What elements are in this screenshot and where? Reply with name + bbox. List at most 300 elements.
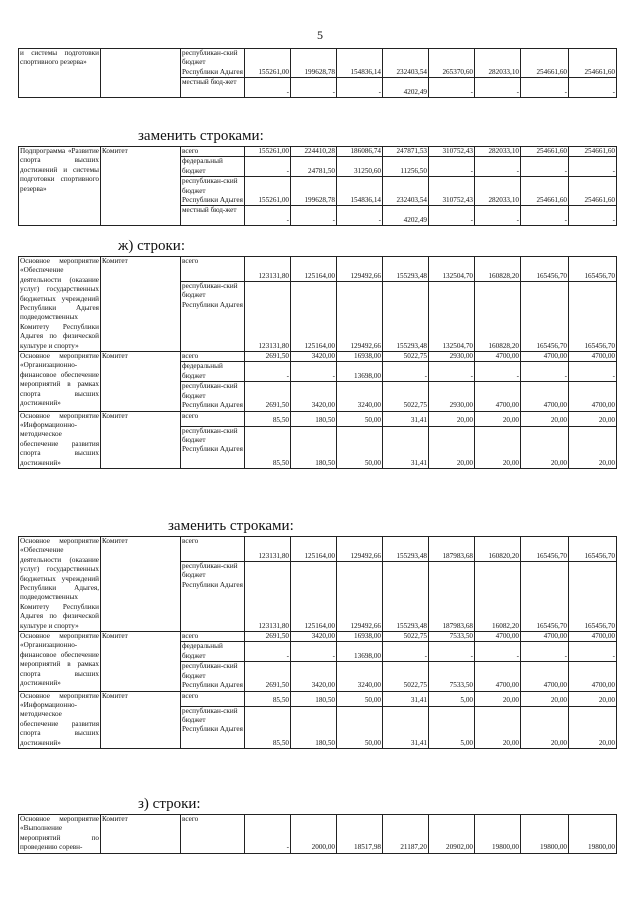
value-cell bbox=[429, 426, 475, 468]
value-cell bbox=[521, 411, 569, 426]
amount-value: 160828,20 bbox=[488, 341, 519, 350]
value-cell bbox=[429, 642, 475, 662]
funding-source-cell: местный бюд-жет bbox=[181, 206, 245, 226]
amount-value: 310752,43 bbox=[442, 147, 473, 155]
amount-value: 5022,75 bbox=[403, 681, 427, 690]
value-cell bbox=[475, 632, 521, 642]
value-cell bbox=[569, 815, 617, 854]
value-cell bbox=[383, 157, 429, 177]
value-cell bbox=[429, 206, 475, 226]
value-cell bbox=[521, 147, 569, 157]
amount-value: 155261,00 bbox=[258, 196, 289, 205]
value-cell bbox=[383, 362, 429, 382]
table-row bbox=[19, 352, 617, 362]
value-cell bbox=[475, 206, 521, 226]
amount-value: 180,50 bbox=[315, 416, 335, 425]
value-cell bbox=[337, 78, 383, 98]
value-cell bbox=[475, 662, 521, 691]
amount-value: 4700,00 bbox=[591, 681, 615, 690]
value-cell bbox=[521, 815, 569, 854]
amount-value: - bbox=[332, 371, 335, 380]
value-cell bbox=[337, 561, 383, 631]
value-cell bbox=[475, 426, 521, 468]
budget-table bbox=[18, 48, 617, 98]
value-cell bbox=[569, 147, 617, 157]
value-cell bbox=[337, 691, 383, 706]
amount-value: 155293,48 bbox=[396, 551, 427, 560]
value-cell bbox=[245, 706, 291, 748]
value-cell bbox=[521, 257, 569, 282]
amount-value: 5022,75 bbox=[403, 401, 427, 410]
amount-value: 50,00 bbox=[364, 696, 381, 705]
value-cell bbox=[429, 362, 475, 382]
value-cell bbox=[429, 257, 475, 282]
value-cell bbox=[291, 49, 337, 78]
value-cell bbox=[521, 561, 569, 631]
amount-value: - bbox=[564, 371, 567, 380]
amount-value: 4700,00 bbox=[591, 401, 615, 410]
value-cell bbox=[291, 352, 337, 362]
value-cell bbox=[245, 352, 291, 362]
funding-source-cell: всего bbox=[181, 632, 245, 642]
amount-value: 4700,00 bbox=[495, 401, 519, 410]
amount-value: 2930,00 bbox=[449, 352, 473, 361]
funding-source-cell: республикан-ский бюджет Республики Адыгея bbox=[182, 49, 243, 76]
value-cell bbox=[475, 49, 521, 78]
amount-value: - bbox=[378, 87, 381, 96]
amount-value: 85,50 bbox=[272, 696, 289, 705]
amount-value: 254661,60 bbox=[536, 67, 567, 76]
amount-value: 20902,00 bbox=[446, 843, 473, 852]
value-cell bbox=[383, 706, 429, 748]
amount-value: 13698,00 bbox=[354, 651, 381, 660]
amount-value: 2000,00 bbox=[311, 843, 335, 852]
amount-value: 20,00 bbox=[550, 458, 567, 467]
value-cell bbox=[521, 281, 569, 351]
budget-table bbox=[18, 536, 617, 749]
amount-value: 160820,20 bbox=[488, 551, 519, 560]
amount-value: 20,00 bbox=[550, 696, 567, 705]
amount-value: 4700,00 bbox=[591, 632, 615, 641]
amount-value: 282033,10 bbox=[488, 196, 519, 205]
value-cell bbox=[569, 257, 617, 282]
value-cell bbox=[475, 537, 521, 562]
amount-value: - bbox=[470, 651, 473, 660]
value-cell bbox=[245, 561, 291, 631]
executor-cell: Комитет bbox=[101, 691, 181, 748]
amount-value: - bbox=[470, 215, 473, 224]
amount-value: 50,00 bbox=[364, 416, 381, 425]
amount-value: 11256,50 bbox=[400, 166, 427, 175]
value-cell bbox=[245, 281, 291, 351]
funding-source-cell: всего bbox=[181, 537, 245, 562]
section-heading: заменить строками: bbox=[168, 518, 294, 534]
amount-value: 19800,00 bbox=[588, 843, 615, 852]
value-cell bbox=[521, 352, 569, 362]
amount-value: 20,00 bbox=[598, 416, 615, 425]
amount-value: 165456,70 bbox=[536, 341, 567, 350]
amount-value: 232403,54 bbox=[396, 67, 427, 76]
amount-value: 160828,20 bbox=[488, 271, 519, 280]
executor-cell bbox=[101, 49, 181, 98]
value-cell bbox=[569, 157, 617, 177]
amount-value: 2691,50 bbox=[265, 632, 289, 641]
value-cell bbox=[245, 257, 291, 282]
value-cell bbox=[521, 662, 569, 691]
value-cell bbox=[429, 49, 475, 78]
funding-source-cell: всего bbox=[181, 411, 245, 426]
value-cell bbox=[429, 662, 475, 691]
amount-value: 20,00 bbox=[456, 416, 473, 425]
amount-value: 18517,98 bbox=[354, 843, 381, 852]
value-cell bbox=[383, 49, 429, 78]
value-cell bbox=[383, 411, 429, 426]
value-cell bbox=[429, 177, 475, 206]
amount-value: 4700,00 bbox=[543, 681, 567, 690]
value-cell bbox=[383, 691, 429, 706]
amount-value: - bbox=[332, 87, 335, 96]
table-row bbox=[19, 147, 617, 157]
amount-value: 5,00 bbox=[460, 738, 473, 747]
value-cell bbox=[337, 147, 383, 157]
value-cell bbox=[429, 706, 475, 748]
value-cell bbox=[569, 362, 617, 382]
amount-value: 165456,70 bbox=[536, 271, 567, 280]
value-cell bbox=[383, 352, 429, 362]
value-cell bbox=[383, 281, 429, 351]
value-cell bbox=[521, 632, 569, 642]
activity-name-cell: Основное мероприятие «Информационно-методическое обеспечение развития спорта высших достижений» bbox=[20, 411, 99, 467]
value-cell bbox=[429, 157, 475, 177]
amount-value: 254661,60 bbox=[584, 67, 615, 76]
amount-value: 123131,80 bbox=[258, 551, 289, 560]
amount-value: 4700,00 bbox=[543, 632, 567, 641]
amount-value: 4700,00 bbox=[495, 632, 519, 641]
amount-value: 24781,50 bbox=[308, 166, 335, 175]
amount-value: - bbox=[564, 166, 567, 175]
value-cell bbox=[569, 206, 617, 226]
amount-value: 20,00 bbox=[598, 458, 615, 467]
value-cell bbox=[383, 147, 429, 157]
value-cell bbox=[291, 815, 337, 854]
amount-value: 31,41 bbox=[410, 738, 427, 747]
amount-value: 180,50 bbox=[315, 696, 335, 705]
amount-value: 31250,60 bbox=[354, 166, 381, 175]
amount-value: - bbox=[470, 166, 473, 175]
amount-value: 31,41 bbox=[410, 696, 427, 705]
activity-name-cell: Основное мероприятие «Организационно-финансовое обеспечение мероприятий в рамках спорта высших достижений» bbox=[19, 632, 101, 691]
section-heading: з) строки: bbox=[138, 796, 201, 812]
amount-value: 254661,60 bbox=[584, 196, 615, 205]
amount-value: 20,00 bbox=[502, 416, 519, 425]
value-cell bbox=[569, 177, 617, 206]
amount-value: 20,00 bbox=[502, 458, 519, 467]
value-cell bbox=[569, 426, 617, 468]
amount-value: - bbox=[516, 651, 519, 660]
value-cell bbox=[291, 632, 337, 642]
value-cell bbox=[337, 257, 383, 282]
value-cell bbox=[429, 691, 475, 706]
value-cell bbox=[521, 177, 569, 206]
value-cell bbox=[475, 642, 521, 662]
amount-value: 2930,00 bbox=[449, 401, 473, 410]
executor-cell: Комитет bbox=[101, 537, 181, 632]
value-cell bbox=[521, 382, 569, 411]
amount-value: 186086,74 bbox=[350, 147, 381, 155]
value-cell bbox=[521, 157, 569, 177]
value-cell bbox=[337, 537, 383, 562]
amount-value: 21187,20 bbox=[400, 843, 427, 852]
funding-source-cell: всего bbox=[181, 691, 245, 706]
funding-source-cell: всего bbox=[181, 815, 245, 854]
amount-value: - bbox=[612, 215, 615, 224]
amount-value: 50,00 bbox=[364, 738, 381, 747]
value-cell bbox=[291, 78, 337, 98]
budget-table bbox=[18, 814, 617, 854]
amount-value: - bbox=[612, 651, 615, 660]
value-cell bbox=[429, 352, 475, 362]
amount-value: 132504,70 bbox=[442, 271, 473, 280]
amount-value: 20,00 bbox=[598, 696, 615, 705]
amount-value: 3420,00 bbox=[311, 352, 335, 361]
amount-value: 123131,80 bbox=[258, 341, 289, 350]
amount-value: - bbox=[286, 166, 289, 175]
amount-value: 2691,50 bbox=[265, 681, 289, 690]
value-cell bbox=[337, 426, 383, 468]
value-cell bbox=[245, 691, 291, 706]
amount-value: - bbox=[470, 87, 473, 96]
executor-cell: Комитет bbox=[101, 257, 181, 352]
amount-value: 125164,00 bbox=[304, 341, 335, 350]
amount-value: 187983,68 bbox=[442, 551, 473, 560]
value-cell bbox=[383, 382, 429, 411]
table-row bbox=[19, 691, 617, 706]
value-cell bbox=[521, 642, 569, 662]
value-cell bbox=[291, 662, 337, 691]
value-cell bbox=[291, 691, 337, 706]
value-cell bbox=[569, 78, 617, 98]
value-cell bbox=[475, 157, 521, 177]
value-cell bbox=[245, 382, 291, 411]
table-row bbox=[19, 632, 617, 642]
amount-value: - bbox=[470, 371, 473, 380]
table-row bbox=[19, 815, 617, 854]
budget-table bbox=[18, 256, 617, 469]
value-cell bbox=[429, 147, 475, 157]
value-cell bbox=[245, 662, 291, 691]
amount-value: - bbox=[516, 215, 519, 224]
value-cell bbox=[475, 411, 521, 426]
value-cell bbox=[475, 281, 521, 351]
value-cell bbox=[521, 691, 569, 706]
value-cell bbox=[521, 78, 569, 98]
value-cell bbox=[245, 147, 291, 157]
amount-value: - bbox=[564, 87, 567, 96]
amount-value: 132504,70 bbox=[442, 341, 473, 350]
amount-value: 154836,14 bbox=[350, 67, 381, 76]
amount-value: 20,00 bbox=[598, 738, 615, 747]
activity-name-cell: и системы подготовки спортивного резерва» bbox=[19, 49, 101, 98]
amount-value: 165456,70 bbox=[584, 621, 615, 630]
amount-value: 125164,00 bbox=[304, 271, 335, 280]
value-cell bbox=[569, 49, 617, 78]
value-cell bbox=[291, 561, 337, 631]
amount-value: 154836,14 bbox=[350, 196, 381, 205]
amount-value: - bbox=[612, 87, 615, 96]
amount-value: 16082,20 bbox=[492, 621, 519, 630]
value-cell bbox=[291, 411, 337, 426]
amount-value: 155293,48 bbox=[396, 271, 427, 280]
amount-value: 4700,00 bbox=[495, 352, 519, 361]
amount-value: 85,50 bbox=[272, 458, 289, 467]
amount-value: 50,00 bbox=[364, 458, 381, 467]
value-cell bbox=[429, 815, 475, 854]
activity-name-cell: Основное мероприятие «Информационно-методическое обеспечение развития спорта высших достижений» bbox=[20, 691, 99, 747]
amount-value: 282033,10 bbox=[488, 147, 519, 155]
funding-source-cell: республикан-ский бюджет Республики Адыгея bbox=[182, 177, 243, 205]
value-cell bbox=[245, 411, 291, 426]
amount-value: 265370,60 bbox=[442, 67, 473, 76]
value-cell bbox=[291, 426, 337, 468]
amount-value: 199628,78 bbox=[304, 67, 335, 76]
value-cell bbox=[475, 691, 521, 706]
amount-value: 4700,00 bbox=[591, 352, 615, 361]
value-cell bbox=[475, 257, 521, 282]
funding-source-cell: республикан-ский бюджет Республики Адыгея bbox=[181, 281, 245, 351]
value-cell bbox=[521, 206, 569, 226]
amount-value: - bbox=[424, 651, 427, 660]
amount-value: 155293,48 bbox=[396, 621, 427, 630]
value-cell bbox=[569, 706, 617, 748]
amount-value: 165456,70 bbox=[536, 551, 567, 560]
funding-source-cell: федеральный бюджет bbox=[181, 642, 245, 662]
amount-value: 165456,70 bbox=[584, 341, 615, 350]
value-cell bbox=[245, 362, 291, 382]
value-cell bbox=[337, 642, 383, 662]
amount-value: - bbox=[378, 215, 381, 224]
executor-cell: Комитет bbox=[101, 411, 181, 468]
amount-value: 20,00 bbox=[502, 738, 519, 747]
value-cell bbox=[475, 815, 521, 854]
value-cell bbox=[245, 78, 291, 98]
value-cell bbox=[569, 662, 617, 691]
funding-source-cell: местный бюд-жет bbox=[181, 78, 245, 98]
value-cell bbox=[291, 706, 337, 748]
amount-value: - bbox=[516, 166, 519, 175]
value-cell bbox=[291, 177, 337, 206]
value-cell bbox=[521, 426, 569, 468]
amount-value: 5,00 bbox=[460, 696, 473, 705]
value-cell bbox=[245, 157, 291, 177]
value-cell bbox=[383, 177, 429, 206]
value-cell bbox=[429, 411, 475, 426]
value-cell bbox=[475, 78, 521, 98]
amount-value: 2691,50 bbox=[265, 352, 289, 361]
amount-value: 129492,66 bbox=[350, 341, 381, 350]
value-cell bbox=[383, 257, 429, 282]
value-cell bbox=[475, 177, 521, 206]
amount-value: 165456,70 bbox=[536, 621, 567, 630]
amount-value: 20,00 bbox=[502, 696, 519, 705]
amount-value: 85,50 bbox=[272, 738, 289, 747]
value-cell bbox=[337, 411, 383, 426]
value-cell bbox=[521, 706, 569, 748]
value-cell bbox=[383, 632, 429, 642]
amount-value: - bbox=[332, 215, 335, 224]
amount-value: - bbox=[424, 371, 427, 380]
budget-table bbox=[18, 146, 617, 226]
amount-value: 16938,00 bbox=[354, 352, 381, 361]
amount-value: 4202,49 bbox=[403, 87, 427, 96]
value-cell bbox=[383, 815, 429, 854]
amount-value: 3420,00 bbox=[311, 401, 335, 410]
amount-value: 20,00 bbox=[456, 458, 473, 467]
value-cell bbox=[475, 352, 521, 362]
amount-value: 2691,50 bbox=[265, 401, 289, 410]
value-cell bbox=[521, 49, 569, 78]
value-cell bbox=[245, 537, 291, 562]
amount-value: 13698,00 bbox=[354, 371, 381, 380]
value-cell bbox=[569, 561, 617, 631]
value-cell bbox=[245, 642, 291, 662]
value-cell bbox=[429, 561, 475, 631]
amount-value: 180,50 bbox=[315, 738, 335, 747]
value-cell bbox=[429, 537, 475, 562]
amount-value: 125164,00 bbox=[304, 621, 335, 630]
funding-source-cell: республикан-ский бюджет Республики Адыгея bbox=[182, 662, 243, 690]
amount-value: - bbox=[564, 215, 567, 224]
section-heading: заменить строками: bbox=[138, 128, 264, 144]
amount-value: 155261,00 bbox=[258, 147, 289, 155]
funding-source-cell: республикан-ский бюджет Республики Адыгея bbox=[181, 426, 245, 468]
executor-cell: Комитет bbox=[101, 632, 181, 691]
amount-value: 180,50 bbox=[315, 458, 335, 467]
value-cell bbox=[429, 632, 475, 642]
amount-value: - bbox=[332, 651, 335, 660]
amount-value: 129492,66 bbox=[350, 621, 381, 630]
amount-value: 129492,66 bbox=[350, 271, 381, 280]
amount-value: - bbox=[516, 87, 519, 96]
table-row bbox=[19, 49, 617, 78]
amount-value: 310752,43 bbox=[442, 196, 473, 205]
amount-value: 224410,28 bbox=[304, 147, 335, 155]
value-cell bbox=[337, 632, 383, 642]
amount-value: - bbox=[612, 371, 615, 380]
value-cell bbox=[521, 537, 569, 562]
value-cell bbox=[383, 642, 429, 662]
amount-value: 3240,00 bbox=[357, 401, 381, 410]
funding-source-cell: республикан-ский бюджет Республики Адыгея bbox=[181, 706, 245, 748]
value-cell bbox=[245, 206, 291, 226]
value-cell bbox=[291, 157, 337, 177]
amount-value: - bbox=[612, 166, 615, 175]
value-cell bbox=[337, 206, 383, 226]
amount-value: 7533,50 bbox=[449, 632, 473, 641]
activity-name-cell: Основное мероприятие «Организационно-финансовое обеспечение мероприятий в рамках спорта высших достижений» bbox=[19, 352, 101, 411]
activity-name-cell: Основное мероприятие «Выполнение мероприятий по проведению соревн- bbox=[20, 815, 99, 852]
value-cell bbox=[475, 382, 521, 411]
amount-value: 254661,60 bbox=[584, 147, 615, 155]
value-cell bbox=[337, 281, 383, 351]
value-cell bbox=[383, 78, 429, 98]
value-cell bbox=[475, 147, 521, 157]
value-cell bbox=[429, 281, 475, 351]
value-cell bbox=[337, 662, 383, 691]
value-cell bbox=[337, 362, 383, 382]
value-cell bbox=[291, 537, 337, 562]
amount-value: 16938,00 bbox=[354, 632, 381, 641]
page-number: 5 bbox=[317, 28, 323, 42]
